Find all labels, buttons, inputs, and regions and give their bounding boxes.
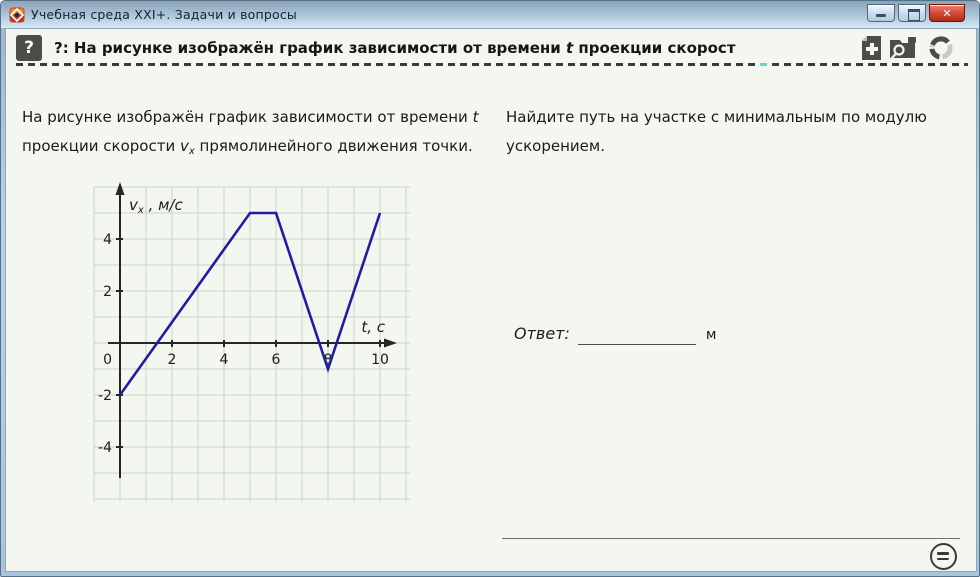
- folder-search-icon: [888, 35, 918, 61]
- velocity-time-chart: [80, 178, 420, 514]
- titlebar: [1, 1, 979, 28]
- app-logo-icon: [9, 7, 25, 23]
- answer-row: [514, 324, 716, 345]
- content-area: [5, 28, 977, 572]
- equals-circle-icon: [930, 543, 957, 570]
- bottom-separator: [502, 538, 960, 539]
- question-text: Найдите путь на участке с минимальным по модулю ускорением.: [506, 108, 927, 155]
- question-header-text: ?: На рисунке изображён график зависимости от времени: [54, 39, 566, 57]
- svg-text:-4: -4: [98, 440, 112, 456]
- problem-text-part: прямолинейного движения точки.: [194, 137, 473, 155]
- new-document-button[interactable]: [856, 34, 886, 62]
- progress-dash: [760, 63, 767, 66]
- window-title: Учебная среда XXI+. Задачи и вопросы: [31, 7, 298, 22]
- question-header: [54, 35, 846, 61]
- answer-unit: м: [705, 327, 717, 343]
- folder-search-button[interactable]: [888, 34, 918, 62]
- svg-text:-2: -2: [98, 388, 112, 404]
- menu-button[interactable]: [928, 541, 958, 571]
- problem-text-part: На рисунке изображён график зависимости от времени: [22, 108, 473, 126]
- refresh-button[interactable]: [926, 34, 956, 62]
- dashed-separator: [16, 63, 968, 66]
- problem-text-italic-t: t: [472, 108, 479, 126]
- svg-text:t, c: t, c: [361, 318, 385, 336]
- problem-text-v: v: [179, 137, 189, 155]
- new-document-icon: [860, 35, 883, 61]
- svg-text:4: 4: [219, 352, 229, 368]
- answer-label: Ответ:: [514, 324, 570, 343]
- svg-text:2: 2: [103, 284, 112, 300]
- svg-text:2: 2: [167, 352, 177, 368]
- question-header-italic-t: t: [566, 39, 574, 57]
- question-mark-icon: ?: [16, 35, 42, 61]
- problem-text: [22, 103, 500, 166]
- question-header-suffix: проекции скорост: [573, 39, 736, 57]
- answer-input[interactable]: [578, 325, 696, 345]
- svg-text:10: 10: [371, 352, 389, 368]
- svg-text:6: 6: [271, 352, 281, 368]
- svg-text:vx , м/с: $v_x$ , м/с: [129, 196, 183, 216]
- close-button[interactable]: ✕: [929, 4, 965, 22]
- minimize-button[interactable]: [867, 4, 895, 22]
- problem-text-part: проекции скорости: [22, 137, 180, 155]
- svg-text:8: 8: [323, 352, 333, 368]
- refresh-icon: [927, 34, 955, 62]
- svg-text:0: 0: [103, 352, 112, 368]
- svg-text:4: 4: [103, 232, 112, 248]
- maximize-button[interactable]: [898, 4, 926, 22]
- problem-text-v-sub: x: [188, 146, 195, 157]
